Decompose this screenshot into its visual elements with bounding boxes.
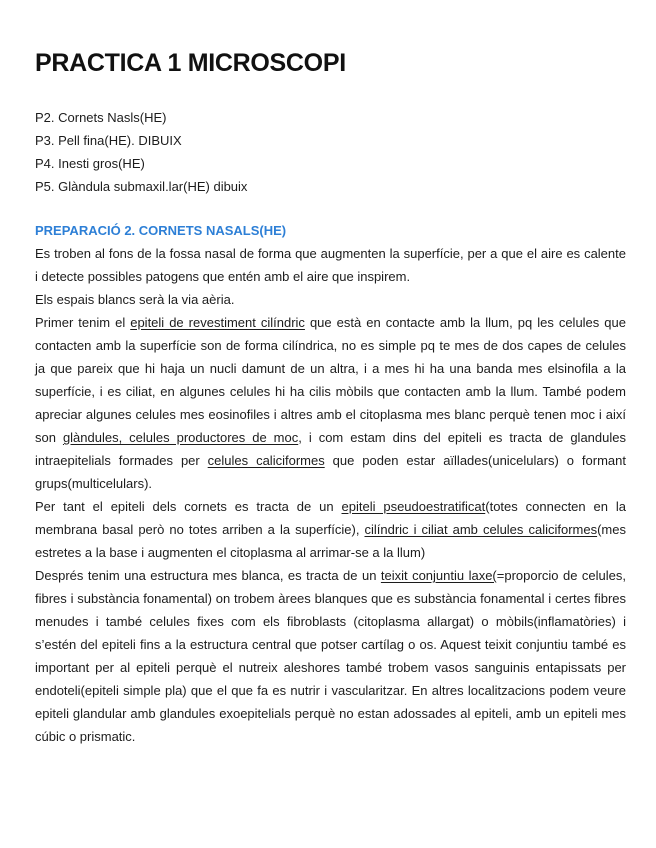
underlined-term: teixit conjuntiu laxe(	[380, 568, 497, 583]
paragraph-air-spaces: Els espais blancs serà la via aèria.	[35, 292, 235, 307]
text-run: =proporcio de celules, fibres i substància fonamental) on trobem àrees blanques que es substància fonamental i certes fibres menudes i també celules fixes com els fibroblasts (citoplasma allargat) o mòbils(inflamatòries) i s’estén del epiteli fins a la estructura central que potser cartílag o os. Aquest teixit conjuntiu també es important per al epiteli perquè el nutreix aleshores també trobem vasos sanguinis entapissats per endoteli(epiteli simple pla) que el que fa es nutrir i vascularitzar. En altres localitzacions podem veure epiteli glandular amb glandules exoepitelials perquè no estan adossades al epiteli, amb un epiteli mes cúbic o prismatic.	[35, 568, 626, 744]
practice-list-item: P4. Inesti gros(HE)	[35, 156, 145, 171]
text-run: Després tenim una estructura mes blanca, es tracta de un	[35, 568, 381, 583]
paragraph-location: Es troben al fons de la fossa nasal de forma que augmenten la superfície, per a que el aire es calente i detecte possibles patogens que entén amb el aire que inspirem.	[35, 246, 626, 284]
text-run: que poden estar aïllades(unicelulars) o formant grups(multicelulars).	[35, 453, 626, 491]
underlined-term: celules caliciformes	[207, 453, 325, 468]
underlined-term: epiteli de revestiment cilíndric	[130, 315, 305, 330]
text-run: Per tant el epiteli dels cornets es tracta de un	[35, 499, 342, 514]
paragraph-pseudostratified	[35, 495, 626, 564]
text-run: Primer tenim el	[35, 315, 131, 330]
practice-list-item: P2. Cornets Nasls(HE)	[35, 110, 167, 125]
underlined-term: cilíndric i ciliat amb celules caliciformes	[364, 522, 598, 537]
practice-list-item: P5. Glàndula submaxil.lar(HE) dibuix	[35, 179, 248, 194]
paragraph-connective-tissue	[35, 564, 626, 748]
practice-list-item: P3. Pell fina(HE). DIBUIX	[35, 133, 182, 148]
page-title: PRACTICA 1 MICROSCOPI	[35, 49, 346, 77]
section-heading: PREPARACIÓ 2. CORNETS NASALS(HE)	[35, 223, 287, 238]
underlined-term: glàndules, celules productores de moc	[62, 430, 299, 445]
underlined-term: epiteli pseudoestratificat	[341, 499, 486, 514]
text-run: (totes connecten en la membrana basal però no totes arriben a la superfície),	[35, 499, 626, 537]
practice-list	[35, 106, 626, 198]
text-run: , i com estam dins del epiteli es tracta de glandules intraepitelials formades per	[35, 430, 626, 468]
text-run: que està en contacte amb la llum, pq les celules que contacten amb la superfície son de forma cilíndrica, no es simple pq te mes de dos capes de celules ja que pareix que hi haja un nucli damunt de un altra, i a mes hi ha una banda mes elsinofila a la superfície, i es ciliat, en algunes celules hi ha cilis mòbils que contacten amb la llum. També podem apreciar algunes celules mes eosinofiles i altres amb el citoplasma mes blanc perquè tenen moc i així son	[35, 315, 626, 445]
text-run: (mes estretes a la base i augmenten el citoplasma al arrimar-se a la llum)	[35, 522, 626, 560]
paragraph-epithelium	[35, 311, 626, 495]
